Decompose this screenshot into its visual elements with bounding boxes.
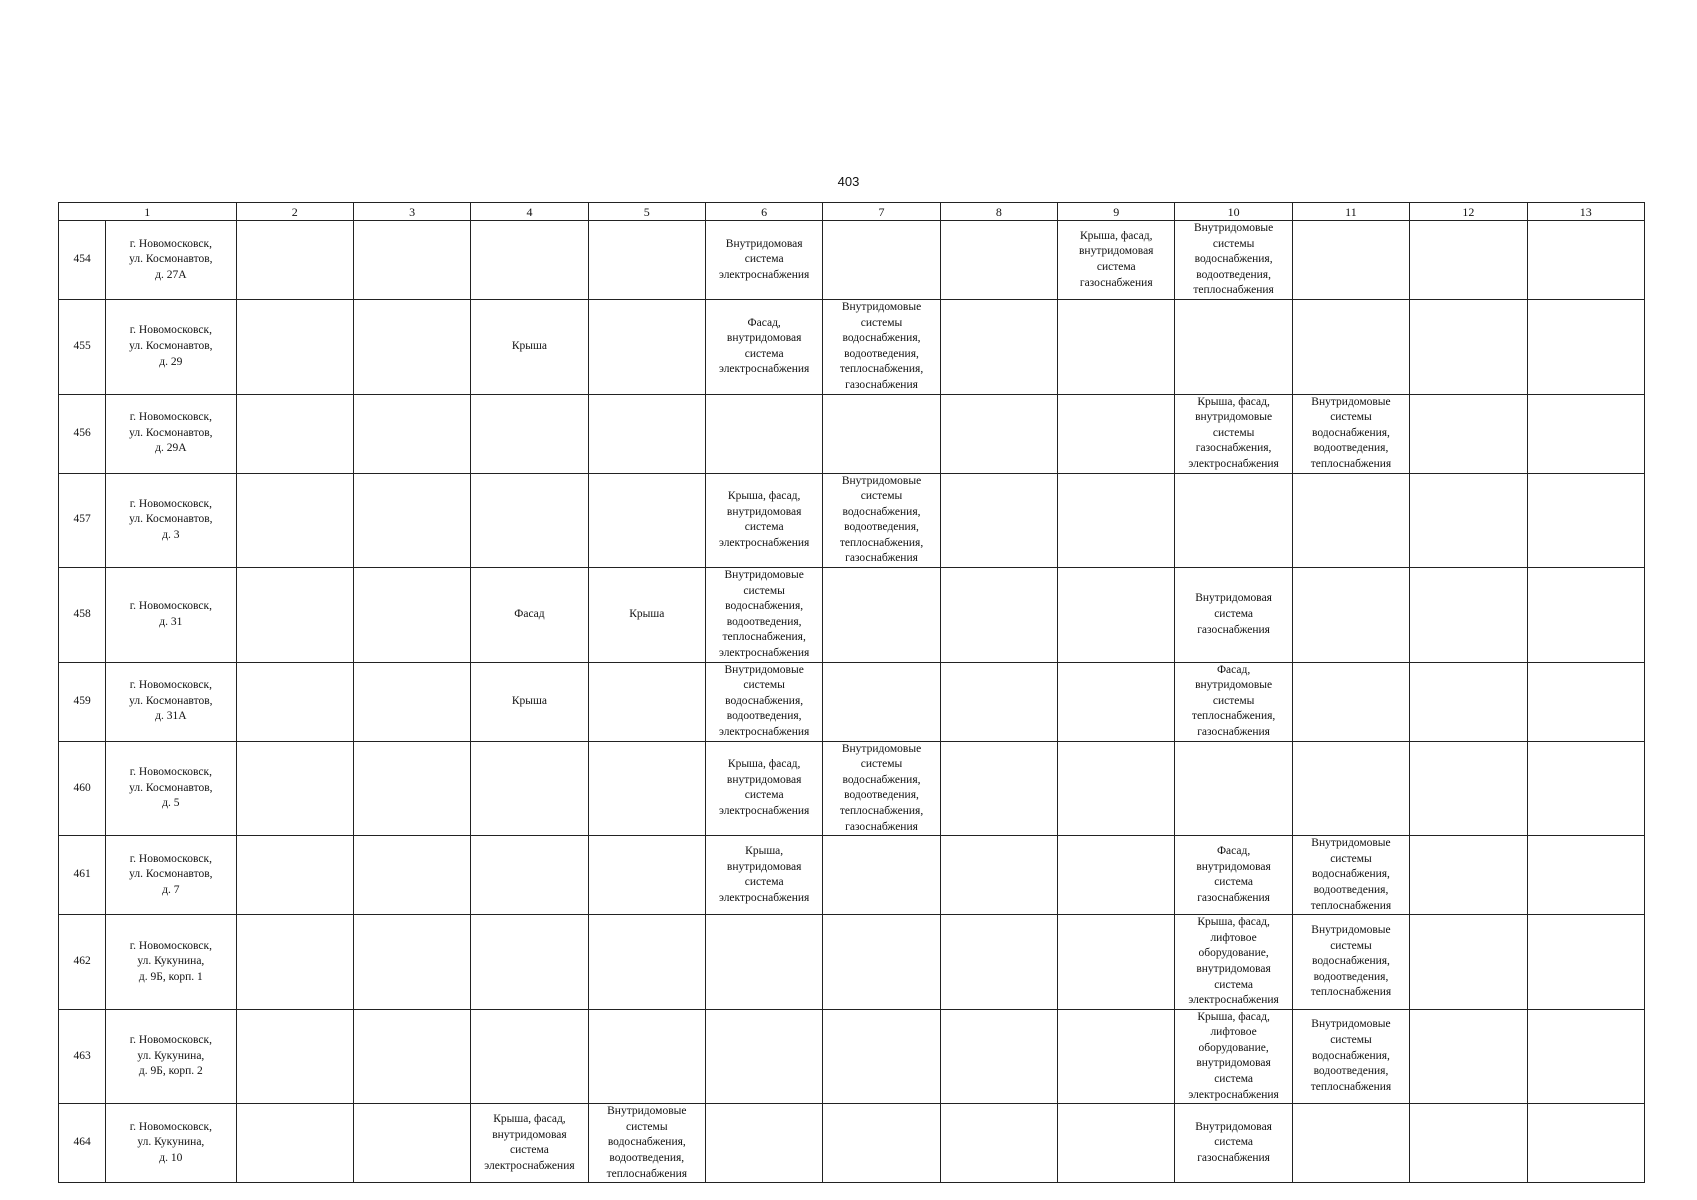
work-text: Внутридомовая система газоснабжения	[1195, 592, 1272, 636]
work-cell-col-12	[1410, 1009, 1527, 1104]
work-cell-col-6	[705, 1104, 822, 1183]
column-number: 4	[471, 203, 588, 221]
work-cell-col-11	[1292, 915, 1409, 1010]
work-cell-col-2	[236, 221, 353, 300]
work-cell-col-4	[471, 221, 588, 300]
address-cell	[106, 473, 236, 568]
table-row	[59, 662, 1645, 741]
work-cell-col-3	[353, 299, 470, 394]
work-text: Крыша	[511, 694, 547, 707]
work-text: Внутридомовые системы водоснабжения, водоотведения, теплоснабжения	[1310, 837, 1392, 912]
work-cell-col-10	[1175, 836, 1292, 915]
work-cell-col-8	[940, 221, 1057, 300]
work-cell-col-12	[1410, 741, 1527, 836]
column-number: 11	[1292, 203, 1409, 221]
work-cell-col-5	[588, 915, 705, 1010]
work-cell-col-5	[588, 741, 705, 836]
work-cell-col-7	[823, 568, 940, 663]
work-cell-col-12	[1410, 662, 1527, 741]
work-text: Внутридомовые системы водоснабжения, водоотведения, теплоснабжения	[1193, 222, 1274, 297]
work-cell-col-2	[236, 741, 353, 836]
row-number: 461	[59, 836, 106, 915]
work-cell-col-4	[471, 568, 588, 663]
work-text: Внутридомовые системы водоснабжения, водоотведения, теплоснабжения	[1310, 1018, 1392, 1093]
work-text: Внутридомовая система электроснабжения	[718, 237, 810, 281]
work-cell-col-11	[1292, 568, 1409, 663]
column-number: 9	[1058, 203, 1175, 221]
work-cell-col-3	[353, 1009, 470, 1104]
work-cell-col-3	[353, 836, 470, 915]
work-cell-col-10	[1175, 568, 1292, 663]
column-number: 6	[705, 203, 822, 221]
work-cell-col-7	[823, 1104, 940, 1183]
work-cell-col-11	[1292, 662, 1409, 741]
work-cell-col-6	[705, 394, 822, 473]
row-number: 462	[59, 915, 106, 1010]
work-cell-col-13	[1527, 394, 1645, 473]
work-cell-col-8	[940, 1104, 1057, 1183]
work-cell-col-8	[940, 662, 1057, 741]
work-cell-col-10	[1175, 662, 1292, 741]
address-text: г. Новомосковск, д. 31	[129, 600, 212, 628]
work-cell-col-7	[823, 299, 940, 394]
work-cell-col-5	[588, 299, 705, 394]
work-cell-col-9	[1058, 568, 1175, 663]
row-number: 458	[59, 568, 106, 663]
work-text: Внутридомовые системы водоснабжения, водоотведения, теплоснабжения, электроснабжения	[718, 569, 810, 660]
address-text: г. Новомосковск, ул. Космонавтов, д. 27А	[129, 237, 213, 281]
table-row	[59, 836, 1645, 915]
work-text: Крыша, фасад, внутридомовая система электроснабжения	[718, 490, 810, 549]
work-cell-col-4	[471, 1104, 588, 1183]
table-row	[59, 568, 1645, 663]
work-text: Крыша, фасад, внутридомовая система электроснабжения	[718, 758, 810, 817]
work-cell-col-4	[471, 1009, 588, 1104]
work-cell-col-9	[1058, 473, 1175, 568]
work-cell-col-7	[823, 473, 940, 568]
work-cell-col-10	[1175, 221, 1292, 300]
column-number: 5	[588, 203, 705, 221]
work-cell-col-5	[588, 568, 705, 663]
work-cell-col-4	[471, 473, 588, 568]
work-cell-col-11	[1292, 836, 1409, 915]
column-number: 8	[940, 203, 1057, 221]
address-cell	[106, 915, 236, 1010]
work-cell-col-2	[236, 836, 353, 915]
work-cell-col-2	[236, 1104, 353, 1183]
work-cell-col-6	[705, 299, 822, 394]
work-text: Фасад, внутридомовые системы теплоснабжения, газоснабжения	[1191, 663, 1276, 738]
work-cell-col-9	[1058, 662, 1175, 741]
column-number: 7	[823, 203, 940, 221]
address-text: г. Новомосковск, ул. Космонавтов, д. 29А	[129, 411, 213, 455]
work-cell-col-13	[1527, 299, 1645, 394]
work-cell-col-11	[1292, 299, 1409, 394]
work-cell-col-12	[1410, 1104, 1527, 1183]
address-cell	[106, 1104, 236, 1183]
work-cell-col-13	[1527, 1104, 1645, 1183]
table-row	[59, 473, 1645, 568]
work-cell-col-2	[236, 473, 353, 568]
work-cell-col-7	[823, 662, 940, 741]
work-cell-col-13	[1527, 741, 1645, 836]
work-cell-col-3	[353, 662, 470, 741]
work-cell-col-7	[823, 741, 940, 836]
row-number: 460	[59, 741, 106, 836]
table-row	[59, 221, 1645, 300]
work-cell-col-8	[940, 836, 1057, 915]
work-cell-col-13	[1527, 473, 1645, 568]
work-cell-col-5	[588, 836, 705, 915]
work-cell-col-8	[940, 915, 1057, 1010]
address-text: г. Новомосковск, ул. Космонавтов, д. 3	[129, 497, 213, 542]
work-cell-col-7	[823, 221, 940, 300]
work-cell-col-5	[588, 1104, 705, 1183]
work-cell-col-2	[236, 394, 353, 473]
work-cell-col-10	[1175, 473, 1292, 568]
work-cell-col-3	[353, 394, 470, 473]
column-number: 10	[1175, 203, 1292, 221]
work-cell-col-7	[823, 836, 940, 915]
work-text: Крыша	[629, 608, 665, 621]
work-cell-col-9	[1058, 394, 1175, 473]
address-cell	[106, 299, 236, 394]
column-number: 3	[353, 203, 470, 221]
work-cell-col-9	[1058, 1104, 1175, 1183]
work-cell-col-5	[588, 473, 705, 568]
work-cell-col-3	[353, 741, 470, 836]
work-text: Крыша, фасад, лифтовое оборудование, внутридомовая система электроснабжения	[1188, 916, 1279, 1007]
work-cell-col-9	[1058, 915, 1175, 1010]
work-cell-col-2	[236, 568, 353, 663]
work-cell-col-6	[705, 221, 822, 300]
work-cell-col-10	[1175, 915, 1292, 1010]
work-text: Крыша, фасад, лифтовое оборудование, внутридомовая система электроснабжения	[1188, 1010, 1279, 1101]
work-text: Внутридомовая система газоснабжения	[1195, 1120, 1272, 1165]
column-number: 12	[1410, 203, 1527, 221]
row-number: 457	[59, 473, 106, 568]
work-cell-col-7	[823, 1009, 940, 1104]
register-table	[58, 202, 1645, 1183]
work-cell-col-8	[940, 394, 1057, 473]
work-cell-col-12	[1410, 221, 1527, 300]
address-text: г. Новомосковск, ул. Космонавтов, д. 7	[129, 852, 213, 896]
work-cell-col-7	[823, 915, 940, 1010]
work-cell-col-5	[588, 1009, 705, 1104]
work-cell-col-10	[1175, 394, 1292, 473]
work-cell-col-8	[940, 473, 1057, 568]
address-cell	[106, 836, 236, 915]
work-cell-col-12	[1410, 394, 1527, 473]
work-cell-col-6	[705, 1009, 822, 1104]
work-cell-col-8	[940, 741, 1057, 836]
work-cell-col-12	[1410, 836, 1527, 915]
work-cell-col-13	[1527, 1009, 1645, 1104]
work-cell-col-6	[705, 568, 822, 663]
work-cell-col-2	[236, 299, 353, 394]
address-cell	[106, 662, 236, 741]
work-cell-col-4	[471, 915, 588, 1010]
address-text: г. Новомосковск, ул. Кукунина, д. 10	[129, 1120, 212, 1165]
work-text: Внутридомовые системы водоснабжения, водоотведения, теплоснабжения	[606, 1105, 688, 1180]
work-cell-col-12	[1410, 299, 1527, 394]
work-cell-col-2	[236, 1009, 353, 1104]
work-cell-col-13	[1527, 662, 1645, 741]
work-cell-col-8	[940, 1009, 1057, 1104]
work-cell-col-4	[471, 836, 588, 915]
address-cell	[106, 394, 236, 473]
work-cell-col-11	[1292, 1104, 1409, 1183]
work-cell-col-12	[1410, 473, 1527, 568]
work-text: Крыша, фасад, внутридомовые системы газоснабжения, электроснабжения	[1188, 395, 1279, 470]
work-cell-col-11	[1292, 221, 1409, 300]
work-cell-col-9	[1058, 741, 1175, 836]
work-cell-col-10	[1175, 1009, 1292, 1104]
column-number-row	[59, 203, 1645, 221]
table-row	[59, 741, 1645, 836]
work-text: Внутридомовые системы водоснабжения, водоотведения, теплоснабжения	[1310, 395, 1392, 470]
work-cell-col-3	[353, 221, 470, 300]
table-row	[59, 299, 1645, 394]
work-text: Крыша, фасад, внутридомовая система газоснабжения	[1078, 229, 1154, 289]
work-cell-col-3	[353, 915, 470, 1010]
column-number: 2	[236, 203, 353, 221]
work-cell-col-4	[471, 741, 588, 836]
table-row	[59, 915, 1645, 1010]
row-number: 456	[59, 394, 106, 473]
work-cell-col-5	[588, 394, 705, 473]
work-cell-col-3	[353, 568, 470, 663]
work-cell-col-4	[471, 299, 588, 394]
work-cell-col-5	[588, 221, 705, 300]
work-text: Фасад	[514, 608, 545, 621]
work-text: Крыша, внутридомовая система электроснабжения	[718, 844, 810, 904]
work-cell-col-12	[1410, 915, 1527, 1010]
work-cell-col-6	[705, 915, 822, 1010]
address-text: г. Новомосковск, ул. Кукунина, д. 9Б, корп. 2	[129, 1034, 212, 1078]
work-text: Внутридомовые системы водоснабжения, водоотведения, электроснабжения	[718, 663, 810, 738]
work-cell-col-10	[1175, 1104, 1292, 1183]
row-number: 455	[59, 299, 106, 394]
table-row	[59, 394, 1645, 473]
work-cell-col-12	[1410, 568, 1527, 663]
row-number: 463	[59, 1009, 106, 1104]
work-cell-col-3	[353, 473, 470, 568]
work-cell-col-9	[1058, 1009, 1175, 1104]
work-cell-col-4	[471, 662, 588, 741]
work-text: Крыша	[511, 339, 547, 352]
work-cell-col-13	[1527, 836, 1645, 915]
work-cell-col-10	[1175, 741, 1292, 836]
column-number: 13	[1527, 203, 1645, 221]
work-cell-col-2	[236, 915, 353, 1010]
page-number: 403	[837, 174, 860, 189]
work-cell-col-9	[1058, 299, 1175, 394]
work-text: Внутридомовые системы водоснабжения, водоотведения, теплоснабжения, газоснабжения	[839, 474, 924, 565]
address-text: г. Новомосковск, ул. Кукунина, д. 9Б, корп. 1	[129, 939, 212, 983]
work-cell-col-6	[705, 836, 822, 915]
table-row	[59, 1009, 1645, 1104]
column-number: 1	[59, 203, 237, 221]
work-cell-col-3	[353, 1104, 470, 1183]
address-text: г. Новомосковск, ул. Космонавтов, д. 29	[129, 324, 213, 368]
work-cell-col-11	[1292, 473, 1409, 568]
address-text: г. Новомосковск, ул. Космонавтов, д. 31А	[129, 679, 213, 723]
work-cell-col-7	[823, 394, 940, 473]
row-number: 464	[59, 1104, 106, 1183]
work-cell-col-6	[705, 741, 822, 836]
work-cell-col-8	[940, 568, 1057, 663]
address-text: г. Новомосковск, ул. Космонавтов, д. 5	[129, 765, 213, 810]
work-cell-col-11	[1292, 1009, 1409, 1104]
work-cell-col-13	[1527, 221, 1645, 300]
work-cell-col-10	[1175, 299, 1292, 394]
work-text: Внутридомовые системы водоснабжения, водоотведения, теплоснабжения, газоснабжения	[839, 742, 924, 833]
work-cell-col-5	[588, 662, 705, 741]
work-text: Внутридомовые системы водоснабжения, водоотведения, теплоснабжения	[1310, 923, 1392, 999]
work-cell-col-9	[1058, 221, 1175, 300]
address-cell	[106, 1009, 236, 1104]
table-body	[59, 221, 1645, 1183]
work-cell-col-13	[1527, 915, 1645, 1010]
work-cell-col-13	[1527, 568, 1645, 663]
work-text: Крыша, фасад, внутридомовая система электроснабжения	[484, 1113, 575, 1172]
work-cell-col-9	[1058, 836, 1175, 915]
address-cell	[106, 568, 236, 663]
table-row	[59, 1104, 1645, 1183]
address-cell	[106, 741, 236, 836]
work-cell-col-6	[705, 473, 822, 568]
work-cell-col-11	[1292, 394, 1409, 473]
work-cell-col-4	[471, 394, 588, 473]
work-text: Фасад, внутридомовая система электроснабжения	[718, 316, 810, 376]
work-text: Внутридомовые системы водоснабжения, водоотведения, теплоснабжения, газоснабжения	[839, 300, 924, 391]
work-cell-col-2	[236, 662, 353, 741]
work-cell-col-11	[1292, 741, 1409, 836]
address-cell	[106, 221, 236, 300]
work-text: Фасад, внутридомовая система газоснабжения	[1196, 844, 1271, 904]
work-cell-col-6	[705, 662, 822, 741]
work-cell-col-8	[940, 299, 1057, 394]
row-number: 454	[59, 221, 106, 300]
row-number: 459	[59, 662, 106, 741]
